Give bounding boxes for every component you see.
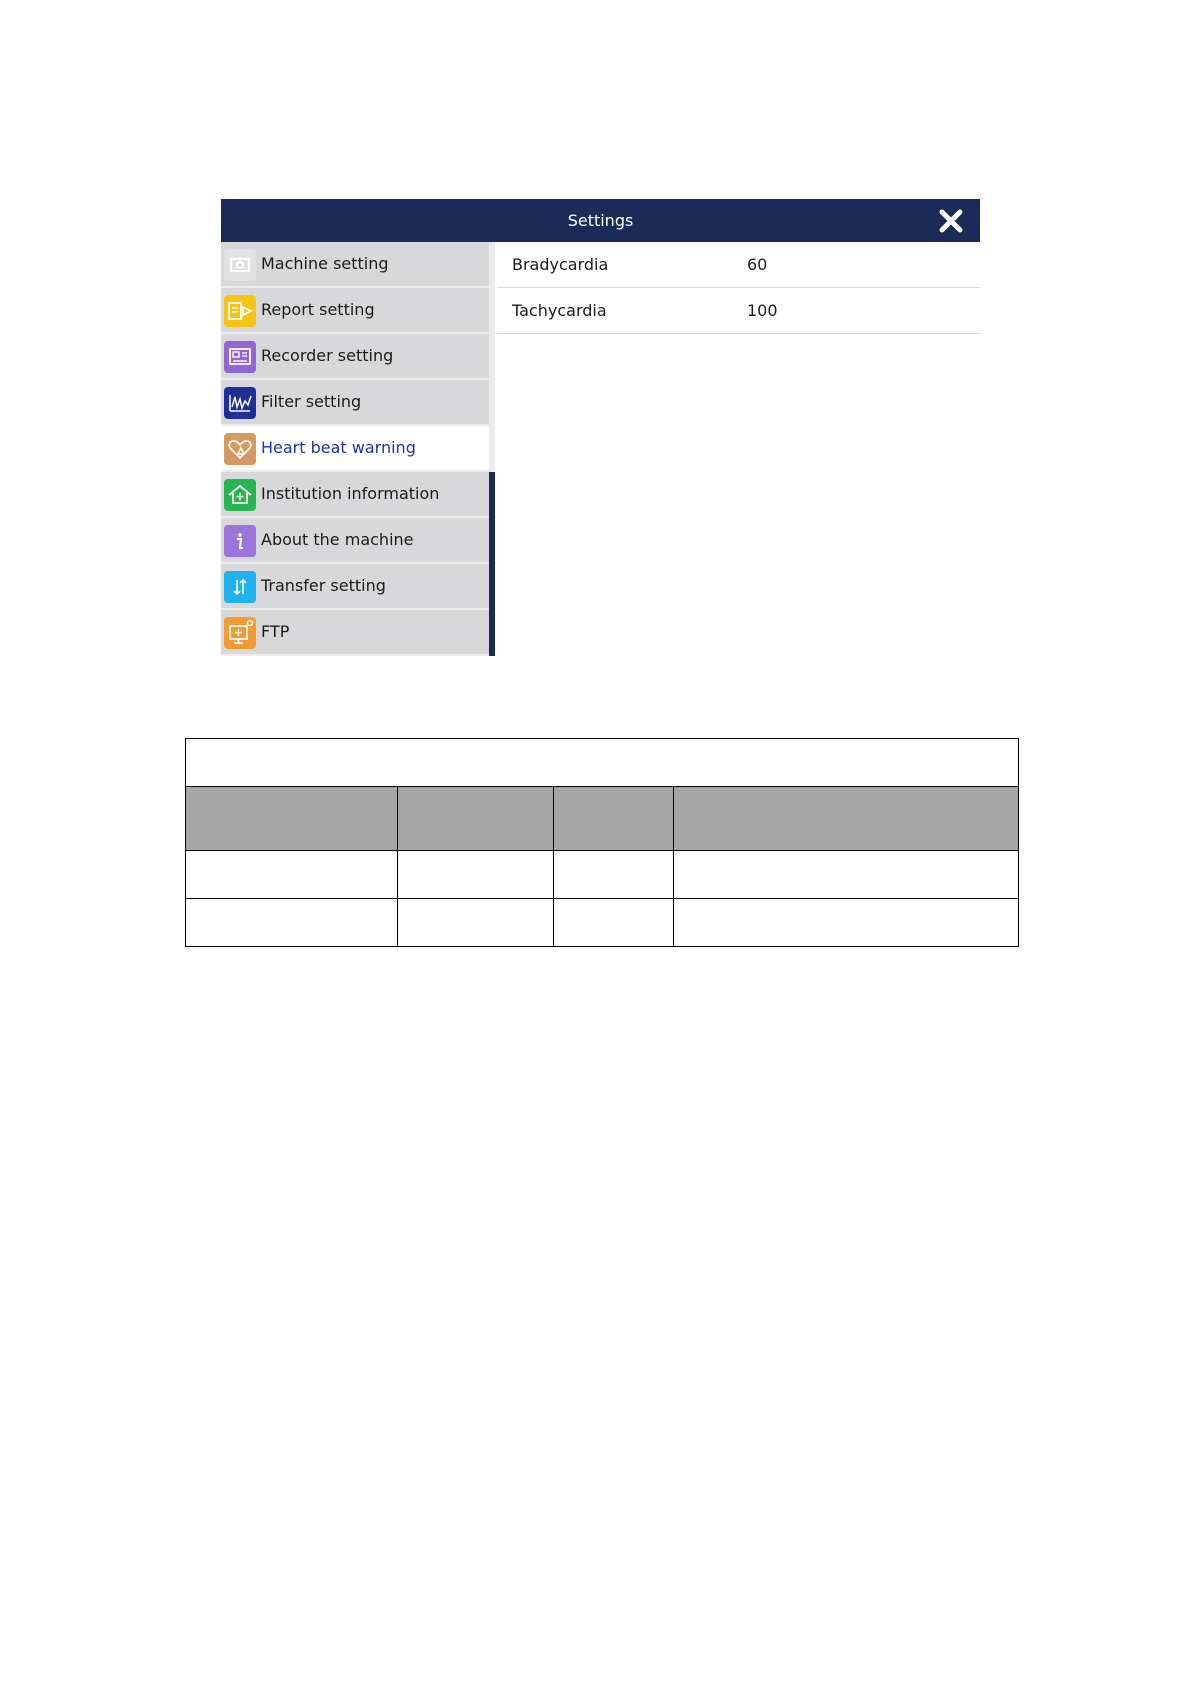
report-icon bbox=[224, 295, 256, 327]
sidebar-item-label: About the machine bbox=[261, 530, 414, 549]
table-header-cell bbox=[674, 787, 1018, 851]
recorder-icon bbox=[224, 341, 256, 373]
document-table bbox=[185, 738, 1019, 947]
sidebar-item-institution-information[interactable] bbox=[221, 472, 489, 518]
sidebar-item-label: Report setting bbox=[261, 300, 375, 319]
sidebar-scrollbar-thumb[interactable] bbox=[489, 472, 495, 656]
sidebar-item-about-the-machine[interactable] bbox=[221, 518, 489, 564]
sidebar-item-label: Machine setting bbox=[261, 254, 389, 273]
sidebar-item-filter-setting[interactable] bbox=[221, 380, 489, 426]
table-header-cell bbox=[186, 787, 398, 851]
bradycardia-value[interactable]: 60 bbox=[747, 255, 768, 274]
table-cell bbox=[554, 899, 674, 946]
tachycardia-row[interactable] bbox=[497, 288, 980, 334]
bradycardia-label: Bradycardia bbox=[512, 255, 609, 274]
close-button[interactable] bbox=[938, 208, 964, 234]
table-header-cell bbox=[398, 787, 554, 851]
bradycardia-row[interactable] bbox=[497, 242, 980, 288]
tachycardia-label: Tachycardia bbox=[512, 301, 607, 320]
sidebar-item-transfer-setting[interactable] bbox=[221, 564, 489, 610]
machine-icon bbox=[224, 249, 256, 281]
sidebar-item-ftp[interactable] bbox=[221, 610, 489, 656]
sidebar-item-label: Transfer setting bbox=[261, 576, 386, 595]
sidebar-item-label: Filter setting bbox=[261, 392, 362, 411]
close-x-icon bbox=[938, 208, 964, 234]
dialog-titlebar bbox=[221, 199, 980, 242]
settings-sidebar bbox=[221, 242, 495, 656]
dialog-title: Settings bbox=[567, 211, 634, 230]
table-cell bbox=[186, 899, 398, 946]
table-cell bbox=[186, 851, 398, 899]
sidebar-item-machine-setting[interactable] bbox=[221, 242, 489, 288]
table-header-cell bbox=[554, 787, 674, 851]
settings-dialog bbox=[221, 199, 980, 656]
sidebar-item-recorder-setting[interactable] bbox=[221, 334, 489, 380]
info-icon bbox=[224, 525, 256, 557]
table-cell bbox=[674, 899, 1018, 946]
sidebar-item-label: FTP bbox=[261, 622, 290, 641]
heart-warning-icon bbox=[224, 433, 256, 465]
table-cell bbox=[554, 851, 674, 899]
sidebar-item-label: Institution information bbox=[261, 484, 440, 503]
sidebar-item-heart-beat-warning[interactable] bbox=[221, 426, 489, 472]
table-cell bbox=[674, 851, 1018, 899]
sidebar-item-label: Recorder setting bbox=[261, 346, 394, 365]
table-cell bbox=[398, 899, 554, 946]
institution-icon bbox=[224, 479, 256, 511]
transfer-icon bbox=[224, 571, 256, 603]
heart-beat-warning-panel bbox=[497, 242, 980, 656]
ftp-icon bbox=[224, 617, 256, 649]
filter-icon bbox=[224, 387, 256, 419]
sidebar-item-label: Heart beat warning bbox=[261, 438, 416, 457]
table-cell bbox=[398, 851, 554, 899]
tachycardia-value[interactable]: 100 bbox=[747, 301, 778, 320]
table-title-cell bbox=[186, 739, 1018, 787]
sidebar-item-report-setting[interactable] bbox=[221, 288, 489, 334]
